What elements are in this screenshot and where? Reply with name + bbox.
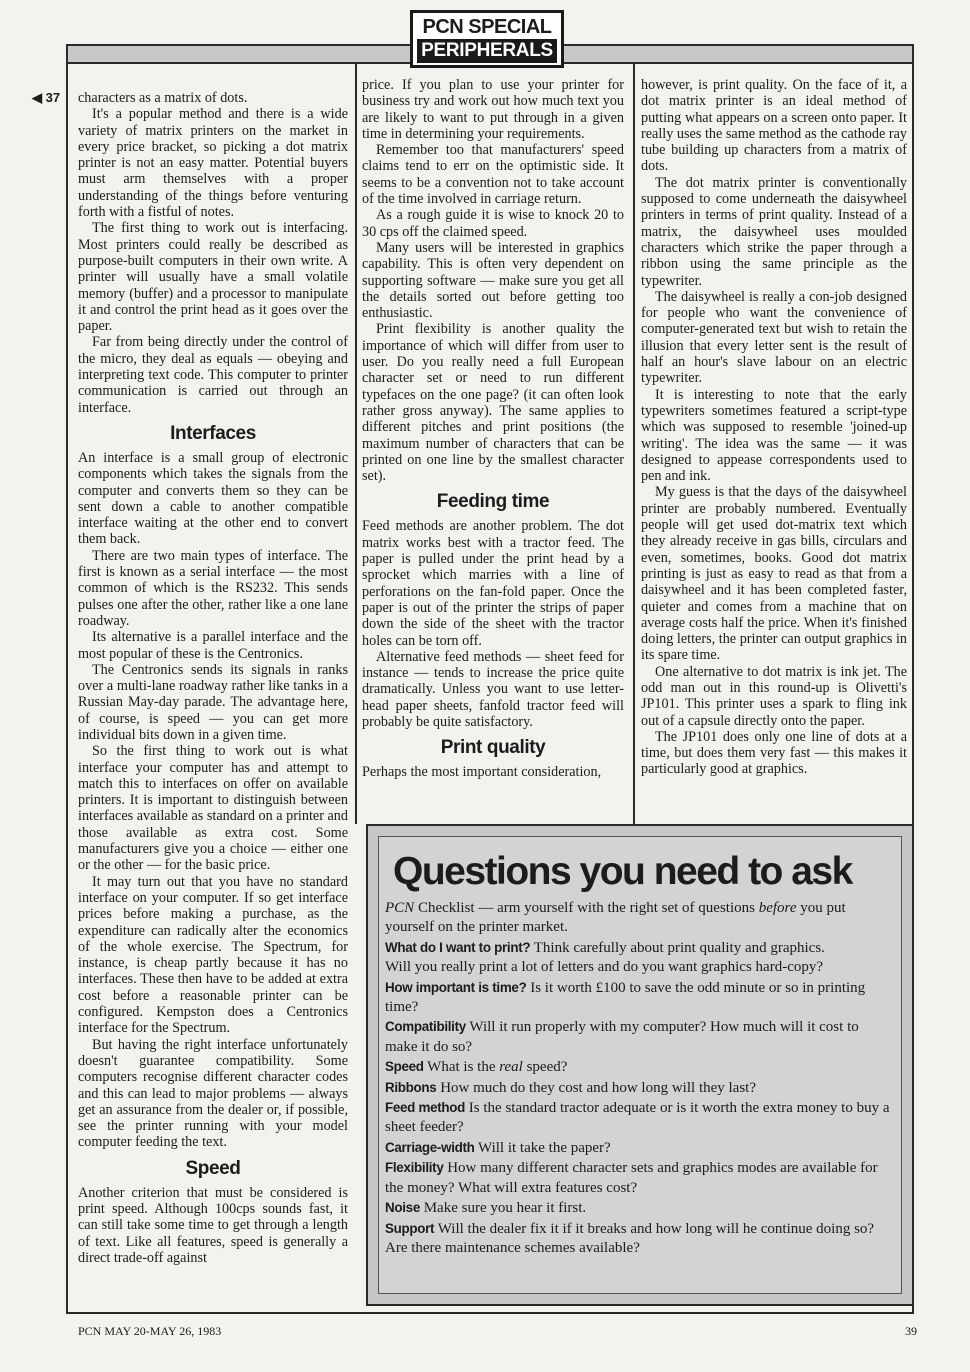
question-key: Support [385, 1220, 435, 1236]
checklist-intro [385, 899, 893, 938]
question-text: Is the standard tractor adequate or is it worth the extra money to buy a sheet feeder? [385, 1100, 890, 1136]
checklist-item [385, 958, 893, 977]
checklist-item [385, 1078, 893, 1098]
paragraph: Remember too that manufacturers' speed claims tend to err on the optimistic side. It seems to be a convention not to take account of the time involved in carriage return. [362, 142, 624, 208]
paragraph: The first thing to work out is interfacing. Most printers could really be described as purpose-built computers in their own write. A printer will usually have a small volatile memory (buffer) and a processor to manipulate it and control the print head as it goes over the paper. [78, 220, 348, 335]
article-column-2 [362, 77, 624, 781]
question-text: Will the dealer fix it if it breaks and how long will he continue doing so? Are there maintenance schemes available? [385, 1220, 875, 1256]
page-number: 39 [905, 1324, 917, 1338]
question-key: Feed method [385, 1100, 466, 1116]
question-text: Will you really print a lot of letters and do you want graphics hard-copy? [385, 959, 824, 976]
paragraph: The daisywheel is really a con-job designed for people who want the convenience of computer-generated text but wish to retain the illusion that every letter sent is the result of half an hour's slave labour on an electric typewriter. [641, 288, 907, 387]
continued-from-marker: ◀ 37 [32, 90, 61, 105]
question-text: Will it run properly with my computer? How much will it cost to make it do so? [385, 1019, 859, 1055]
paragraph: Perhaps the most important consideration, [362, 764, 602, 781]
checklist-item [385, 1138, 893, 1158]
question-text: Make sure you hear it first. [419, 1200, 587, 1217]
paragraph: Its alternative is a parallel interface and the most popular of these is the Centronics. [78, 629, 348, 662]
article-column-3 [641, 77, 907, 778]
paragraph: The Centronics sends its signals in ranks over a multi-lane roadway rather like tanks in a Russian May-day parade. The advantage here, of course, is speed — you can get more individual bits down in a given time. [78, 661, 348, 743]
paragraph: There are two main types of interface. The first is known as a serial interface — the most common of which is the RS232. This sends pulses one after the other, rather like a one lane roadway. [78, 547, 348, 629]
question-text: Is it worth £100 to save the odd minute or so in printing time? [385, 979, 866, 1016]
checklist-item [385, 1198, 893, 1218]
question-text: Think carefully about print quality and graphics. [530, 939, 825, 956]
checklist-item [385, 1057, 893, 1077]
paragraph: Far from being directly under the control of the micro, they deal as equals — obeying and interpreting text code. This computer to printer communication is carried out through an interface. [78, 334, 348, 416]
paragraph: An interface is a small group of electronic components which takes the signals from the computer and converts them so they can be sent down a cable to another compatible interface waiting at the other end to convert them back. [78, 449, 348, 548]
question-key: Flexibility [385, 1160, 444, 1176]
intro-emphasis: before [758, 900, 797, 916]
question-key: Compatibility [385, 1019, 466, 1035]
checklist-item [385, 1098, 893, 1138]
paragraph: Another criterion that must be considered is print speed. Although 100cps sounds fast, it can still take some time to get through a length of text. Like all features, speed is generally a direct trade-off against [78, 1184, 348, 1266]
intro-pcn: PCN [385, 900, 415, 916]
paragraph: Print flexibility is another quality the importance of which will differ from user to user. Do you really need a full European character set or need to run different typefaces on the one page? (it can often look rather gross anyway). The same applies to different pitches and print positions (the maximum number of characters that can be printed on one line by the smallest character set). [362, 321, 624, 485]
column-divider [355, 64, 357, 824]
checklist-item [385, 938, 893, 958]
question-emphasis: real [499, 1059, 523, 1076]
question-text: Will it take the paper? [474, 1139, 611, 1156]
paragraph: As a rough guide it is wise to knock 20 to 30 cps off the claimed speed. [362, 207, 624, 240]
paragraph: It may turn out that you have no standard interface on your computer. If so get interface prices before making a purchase, as the expenditure can radically alter the economics of the whole exercise. The Spectrum, for instance, is cheap partly because it has no interfaces. These then have to be added at extra cost before a reasonable printer can be configured. Kempston does a Centronics interface for the Spectrum. [78, 873, 348, 1037]
intro-text: you put yourself on the printer market. [385, 900, 846, 936]
intro-text: Checklist — arm yourself with the right set of questions [414, 900, 759, 916]
issue-footer: PCN MAY 20-MAY 26, 1983 [78, 1324, 222, 1338]
question-text: What is the [423, 1059, 500, 1076]
checklist-item [385, 1017, 893, 1057]
question-key: What do I want to print? [385, 939, 531, 955]
checklist-item [385, 1158, 893, 1198]
question-text: How many different character sets and graphics modes are available for the money? What will extra features cost? [385, 1160, 878, 1196]
question-key: How important is time? [385, 979, 527, 995]
paragraph: The dot matrix printer is conventionally supposed to come underneath the daisywheel printers in terms of print quality. Instead of a matrix, the daisywheel uses moulded characters which strike the paper through a ribbon using the same principle as the typewriter. [641, 174, 907, 289]
subheading-speed: Speed [185, 1157, 241, 1179]
question-text: How much do they cost and how long will they last? [436, 1079, 757, 1096]
checklist-title: Questions you need to ask [393, 850, 852, 893]
question-text: speed? [522, 1059, 568, 1076]
paragraph: The JP101 does only one line of dots at a time, but does them very fast — this makes it particularly good at graphics. [641, 728, 907, 778]
subheading-print-quality: Print quality [440, 737, 546, 759]
subheading-feeding-time: Feeding time [436, 491, 550, 513]
paragraph: Feed methods are another problem. The dot matrix works best with a tractor feed. The paper is pulled under the print head by a sprocket which marries with a line of perforations on the fan-fold paper. Once the paper is out of the printer the strips of paper down the side of the sheet with the tractor holes can be torn off. [362, 518, 624, 649]
column-divider [633, 64, 635, 824]
paragraph: characters as a matrix of dots. [78, 90, 248, 106]
paragraph: Many users will be interested in graphics capability. This is often very dependent on supporting software — make sure you get all the details sorted out before getting too enthusiastic. [362, 239, 624, 322]
question-key: Noise [385, 1200, 420, 1216]
paragraph: One alternative to dot matrix is ink jet. The odd man out in this round-up is Olivetti's JP101. This printer uses a spark to fling ink out of a capsule directly onto the paper. [641, 663, 907, 729]
article-column-1 [78, 90, 348, 1266]
paragraph: however, is print quality. On the face of it, a dot matrix printer is an ideal method of putting what appears on a screen onto paper. It really uses the same method as the cathode ray tube building up characters from a matrix of dots. [641, 77, 907, 175]
section-title: PCN SPECIAL [422, 16, 552, 38]
paragraph: It's a popular method and there is a wide variety of matrix printers on the market in every price bracket, so picking a dot matrix printer is not an easy matter. Potential buyers must arm themselves with a proper understanding of the things before venturing forth with a fistful of notes. [78, 106, 348, 221]
question-key: Ribbons [385, 1079, 437, 1095]
question-key: Speed [385, 1059, 424, 1075]
checklist-item [385, 978, 893, 1018]
checklist-panel [378, 836, 902, 1294]
section-subtitle: PERIPHERALS [417, 39, 557, 63]
paragraph: But having the right interface unfortunately doesn't guarantee compatibility. Some computers recognise different character codes and this can lead to major problems — always get an assurance from the dealer or, if possible, see the printer running with your model computer feeding the text. [78, 1036, 348, 1151]
paragraph: Alternative feed methods — sheet feed for instance — tends to increase the price quite dramatically. Unless you want to use letter-head paper sheets, fanfold tractor feed will probably be quite satisfactory. [362, 648, 624, 730]
subheading-interfaces: Interfaces [170, 422, 256, 444]
checklist-questions [385, 899, 893, 1258]
section-badge [410, 10, 564, 68]
question-key: Carriage-width [385, 1139, 475, 1155]
checklist-item [385, 1219, 893, 1259]
paragraph: price. If you plan to use your printer for business try and work out how much text you are likely to want to put through in a given time in determining your requirements. [362, 77, 624, 142]
paragraph: My guess is that the days of the daisywheel printer are probably numbered. Eventually people will get used dot-matrix text which they already receive in gas bills, circulars and even, sometimes, books. Good dot matrix printing is just as easy to read as that from a daisywheel and it has been completed faster, quieter and comes from a machine that on average costs half the price. When it's finished doing letters, the printer can output graphics in its spare time. [641, 484, 907, 664]
paragraph: So the first thing to work out is what interface your computer has and attempt to match this to interfaces on offer on available printers. It is important to distinguish between interfaces available as standard on a printer and those available as extra cost. Some manufacturers give you a choice — either one or the other — for the basic price. [78, 743, 348, 874]
checklist-box [366, 824, 914, 1306]
paragraph: It is interesting to note that the early typewriters sometimes featured a script-type which was supposed to resemble 'joined-up writing'. The idea was the same — it was designed to appease correspondents used to pen and ink. [641, 386, 907, 485]
